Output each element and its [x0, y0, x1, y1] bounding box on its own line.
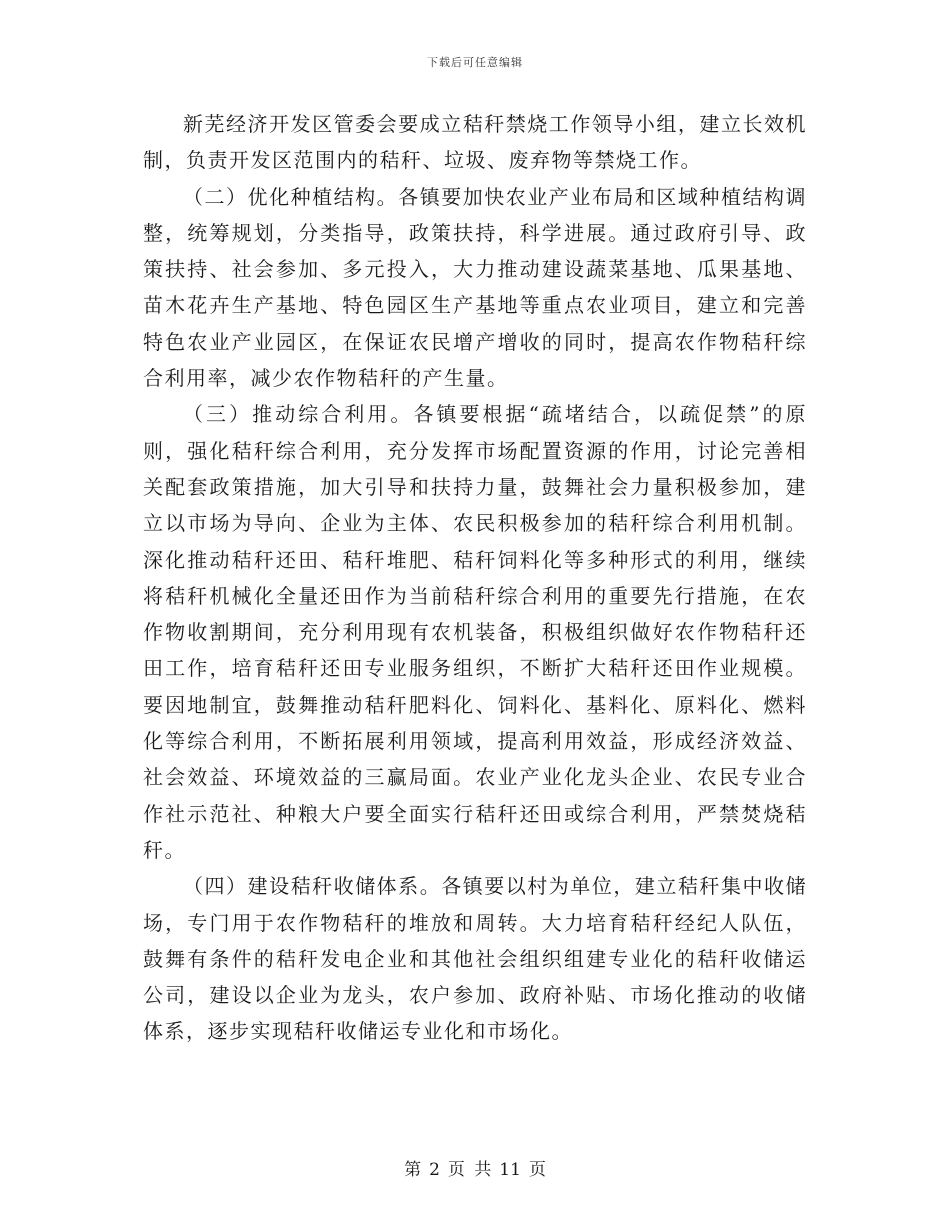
footer-prefix: 第 — [404, 1160, 422, 1180]
paragraph-comprehensive-use: （三）推动综合利用。各镇要根据“疏堵结合，以疏促禁”的原则，强化秸秆综合利用，充分发挥市场配置资源的作用，讨论完善相关配套政策措施，加大引导和扶持力量，鼓舞社会力量积极参加，建立以市场为导向、企业为主体、农民积极参加的秸秆综合利用机制。深化推动秸秆还田、秸秆堆肥、秸秆饲料化等多种形式的利用，继续将秸秆机械化全量还田作为当前秸秆综合利用的重要先行措施，在农作物收割期间，充分利用现有农机装备，积极组织做好农作物秸秆还田工作，培育秸秆还田专业服务组织，不断扩大秸秆还田作业规模。要因地制宜，鼓舞推动秸秆肥料化、饲料化、基料化、原料化、燃料化等综合利用，不断拓展利用领域，提高利用效益，形成经济效益、社会效益、环境效益的三赢局面。农业产业化龙头企业、农民专业合作社示范社、种粮大户要全面实行秸秆还田或综合利用，严禁焚烧秸秆。 — [143, 402, 807, 862]
document-body — [143, 106, 807, 1050]
footer-suffix: 页 — [528, 1160, 546, 1180]
page-footer — [0, 1155, 950, 1180]
paragraph-storage-system: （四）建设秸秆收储体系。各镇要以村为单位，建立秸秆集中收储场，专门用于农作物秸秆的堆放和周转。大力培育秸秆经纪人队伍，鼓舞有条件的秸秆发电企业和其他社会组织组建专业化的秸秆收储运公司，建设以企业为龙头，农户参加、政府补贴、市场化推动的收储体系，逐步实现秸秆收储运专业化和市场化。 — [143, 874, 807, 1044]
current-page-number: 2 — [429, 1160, 440, 1180]
paragraph-planting-structure: （二）优化种植结构。各镇要加快农业产业布局和区域种植结构调整，统筹规划，分类指导，政策扶持，科学进展。通过政府引导、政策扶持、社会参加、多元投入，大力推动建设蔬菜基地、瓜果基地、苗木花卉生产基地、特色园区生产基地等重点农业项目，建立和完善特色农业产业园区，在保证农民增产增收的同时，提高农作物秸秆综合利用率，减少农作物秸秆的产生量。 — [143, 184, 807, 391]
footer-middle: 页 共 — [447, 1160, 492, 1180]
header-note: 下载后可任意编辑 — [427, 56, 523, 69]
total-pages-number: 11 — [499, 1160, 521, 1180]
paragraph-development-zone: 新芜经济开发区管委会要成立秸秆禁烧工作领导小组，建立长效机制，负责开发区范围内的秸秆、垃圾、废弃物等禁烧工作。 — [143, 112, 807, 173]
